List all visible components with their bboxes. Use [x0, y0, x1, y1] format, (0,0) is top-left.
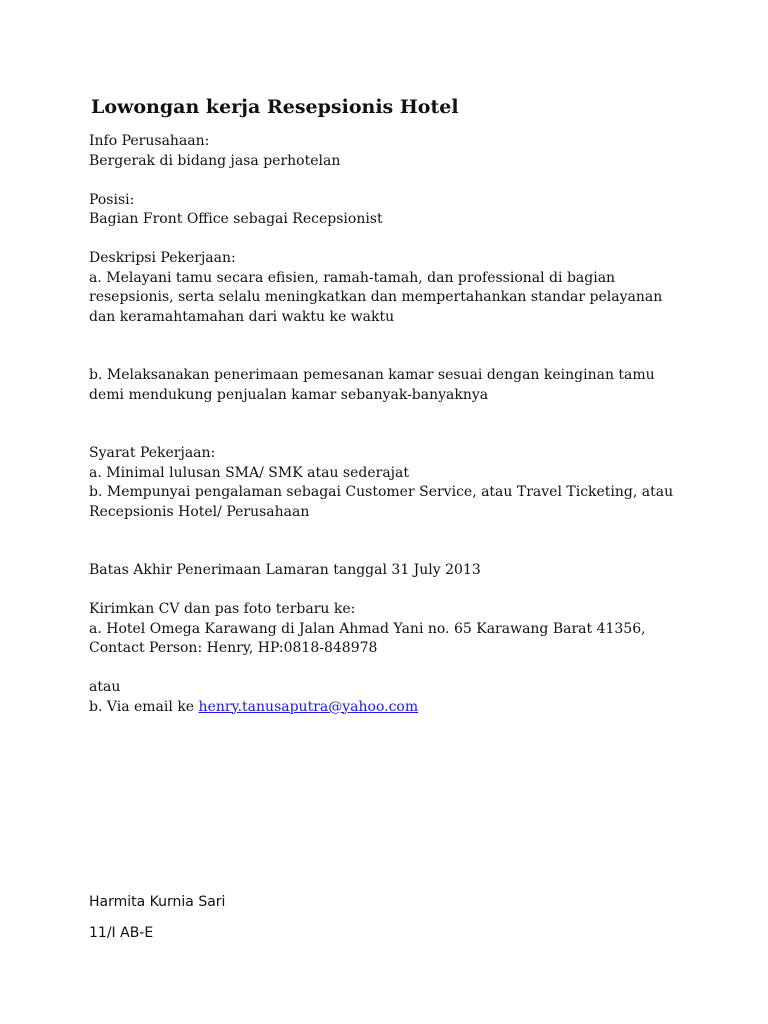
job-description-item-b: b. Melaksanakan penerimaan pemesanan kamar sesuai dengan keinginan tamu demi mendukung penjualan kamar sebanyak-banyaknya [89, 367, 655, 403]
signature-class: 11/I AB-E [89, 925, 154, 941]
deadline-text: Batas Akhir Penerimaan Lamaran tanggal 31 July 2013 [89, 562, 481, 578]
requirements-section [89, 444, 689, 522]
requirement-item-a: a. Minimal lulusan SMA/ SMK atau sederajat [89, 464, 409, 481]
job-description-label: Deskripsi Pekerjaan: [89, 250, 236, 266]
company-info-section [89, 132, 689, 171]
requirements-label: Syarat Pekerjaan: [89, 445, 216, 461]
send-label: Kirimkan CV dan pas foto terbaru ke: [89, 601, 356, 617]
company-value: Bergerak di bidang jasa perhotelan [89, 152, 341, 169]
position-value: Bagian Front Office sebagai Recepsionist [89, 211, 383, 227]
send-section [89, 600, 689, 717]
send-item-b [89, 698, 689, 718]
document-title: Lowongan kerja Resepsionis Hotel [91, 96, 459, 118]
or-text: atau [89, 679, 121, 695]
send-item-b-prefix: b. Via email ke [89, 698, 199, 715]
signature-name: Harmita Kurnia Sari [89, 894, 226, 910]
signature-block [89, 893, 689, 943]
document-body [89, 94, 689, 943]
email-link[interactable]: henry.tanusaputra@yahoo.com [198, 698, 419, 715]
position-section [89, 191, 689, 230]
job-description-item-a: a. Melayani tamu secara efisien, ramah-tamah, dan professional di bagian resepsionis, serta selalu meningkatkan dan mempertahankan standar pelayanan dan keramahtamahan dari waktu ke waktu [89, 269, 663, 325]
send-item-a: a. Hotel Omega Karawang di Jalan Ahmad Yani no. 65 Karawang Barat 41356, Contact Person: Henry, HP:0818-848978 [89, 620, 646, 656]
requirement-item-b: b. Mempunyai pengalaman sebagai Customer Service, atau Travel Ticketing, atau Recepsionis Hotel/ Perusahaan [89, 484, 674, 520]
company-label: Info Perusahaan: [89, 133, 210, 149]
position-label: Posisi: [89, 191, 135, 208]
job-description-section [89, 249, 689, 405]
